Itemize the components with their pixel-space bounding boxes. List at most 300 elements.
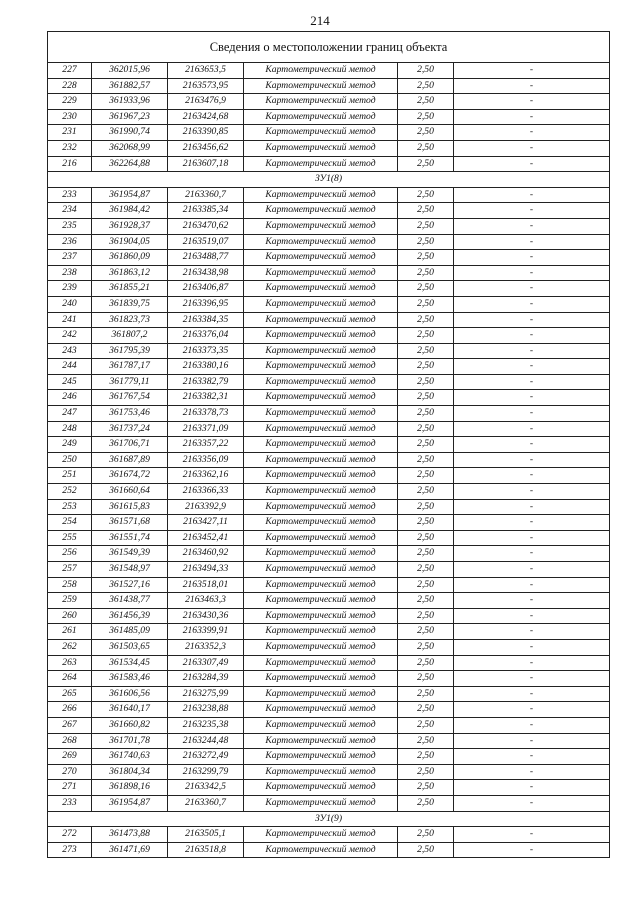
x-coordinate-cell: 361548,97: [92, 562, 168, 578]
description-cell: -: [454, 140, 610, 156]
y-coordinate-cell: 2163299,79: [168, 764, 244, 780]
method-cell: Картометрический метод: [244, 842, 398, 858]
method-cell: Картометрический метод: [244, 562, 398, 578]
table-row: [48, 203, 610, 219]
precision-cell: 2,50: [398, 468, 454, 484]
table-row: [48, 749, 610, 765]
x-coordinate-cell: 361527,16: [92, 577, 168, 593]
table-row: [48, 78, 610, 94]
method-cell: Картометрический метод: [244, 94, 398, 110]
method-cell: Картометрический метод: [244, 577, 398, 593]
precision-cell: 2,50: [398, 452, 454, 468]
table-row: [48, 827, 610, 843]
precision-cell: 2,50: [398, 515, 454, 531]
point-number-cell: 259: [48, 593, 92, 609]
table-row: [48, 593, 610, 609]
method-cell: Картометрический метод: [244, 546, 398, 562]
description-cell: -: [454, 577, 610, 593]
point-number-cell: 235: [48, 218, 92, 234]
x-coordinate-cell: 361660,64: [92, 484, 168, 500]
x-coordinate-cell: 361473,88: [92, 827, 168, 843]
precision-cell: 2,50: [398, 296, 454, 312]
table-row: [48, 234, 610, 250]
table-row: [48, 94, 610, 110]
point-number-cell: 251: [48, 468, 92, 484]
y-coordinate-cell: 2163488,77: [168, 250, 244, 266]
point-number-cell: 270: [48, 764, 92, 780]
y-coordinate-cell: 2163430,36: [168, 608, 244, 624]
x-coordinate-cell: 361904,05: [92, 234, 168, 250]
point-number-cell: 269: [48, 749, 92, 765]
y-coordinate-cell: 2163653,5: [168, 63, 244, 79]
point-number-cell: 254: [48, 515, 92, 531]
precision-cell: 2,50: [398, 234, 454, 250]
table-row: [48, 265, 610, 281]
point-number-cell: 260: [48, 608, 92, 624]
x-coordinate-cell: 361660,82: [92, 717, 168, 733]
table-row: [48, 187, 610, 203]
description-cell: -: [454, 639, 610, 655]
x-coordinate-cell: 362264,88: [92, 156, 168, 172]
table-row: [48, 156, 610, 172]
point-number-cell: 261: [48, 624, 92, 640]
y-coordinate-cell: 2163382,79: [168, 374, 244, 390]
table-row: [48, 296, 610, 312]
point-number-cell: 273: [48, 842, 92, 858]
table-row: [48, 795, 610, 811]
point-number-cell: 239: [48, 281, 92, 297]
method-cell: Картометрический метод: [244, 203, 398, 219]
table-row: [48, 359, 610, 375]
precision-cell: 2,50: [398, 655, 454, 671]
method-cell: Картометрический метод: [244, 109, 398, 125]
method-cell: Картометрический метод: [244, 156, 398, 172]
description-cell: -: [454, 125, 610, 141]
method-cell: Картометрический метод: [244, 484, 398, 500]
description-cell: -: [454, 234, 610, 250]
method-cell: Картометрический метод: [244, 374, 398, 390]
y-coordinate-cell: 2163505,1: [168, 827, 244, 843]
table-row: [48, 328, 610, 344]
method-cell: Картометрический метод: [244, 359, 398, 375]
y-coordinate-cell: 2163456,62: [168, 140, 244, 156]
y-coordinate-cell: 2163390,85: [168, 125, 244, 141]
precision-cell: 2,50: [398, 421, 454, 437]
precision-cell: 2,50: [398, 437, 454, 453]
point-number-cell: 245: [48, 374, 92, 390]
x-coordinate-cell: 361706,71: [92, 437, 168, 453]
method-cell: Картометрический метод: [244, 452, 398, 468]
precision-cell: 2,50: [398, 686, 454, 702]
y-coordinate-cell: 2163235,38: [168, 717, 244, 733]
table-row: [48, 608, 610, 624]
point-number-cell: 253: [48, 499, 92, 515]
description-cell: -: [454, 702, 610, 718]
description-cell: -: [454, 827, 610, 843]
table-row: [48, 390, 610, 406]
y-coordinate-cell: 2163607,18: [168, 156, 244, 172]
table-row: [48, 452, 610, 468]
method-cell: Картометрический метод: [244, 328, 398, 344]
table-row: [48, 546, 610, 562]
x-coordinate-cell: 361571,68: [92, 515, 168, 531]
table-title: Сведения о местоположении границ объекта: [48, 32, 610, 63]
description-cell: -: [454, 717, 610, 733]
description-cell: -: [454, 624, 610, 640]
method-cell: Картометрический метод: [244, 749, 398, 765]
method-cell: Картометрический метод: [244, 795, 398, 811]
point-number-cell: 250: [48, 452, 92, 468]
precision-cell: 2,50: [398, 265, 454, 281]
y-coordinate-cell: 2163470,62: [168, 218, 244, 234]
description-cell: -: [454, 593, 610, 609]
y-coordinate-cell: 2163519,07: [168, 234, 244, 250]
point-number-cell: 247: [48, 406, 92, 422]
y-coordinate-cell: 2163460,92: [168, 546, 244, 562]
point-number-cell: 249: [48, 437, 92, 453]
table-row: [48, 312, 610, 328]
method-cell: Картометрический метод: [244, 343, 398, 359]
description-cell: -: [454, 780, 610, 796]
x-coordinate-cell: 361787,17: [92, 359, 168, 375]
method-cell: Картометрический метод: [244, 406, 398, 422]
y-coordinate-cell: 2163494,33: [168, 562, 244, 578]
precision-cell: 2,50: [398, 203, 454, 219]
y-coordinate-cell: 2163438,98: [168, 265, 244, 281]
x-coordinate-cell: 361701,78: [92, 733, 168, 749]
x-coordinate-cell: 361954,87: [92, 187, 168, 203]
method-cell: Картометрический метод: [244, 655, 398, 671]
precision-cell: 2,50: [398, 593, 454, 609]
y-coordinate-cell: 2163573,95: [168, 78, 244, 94]
point-number-cell: 246: [48, 390, 92, 406]
method-cell: Картометрический метод: [244, 624, 398, 640]
x-coordinate-cell: 361551,74: [92, 530, 168, 546]
x-coordinate-cell: 361740,63: [92, 749, 168, 765]
description-cell: -: [454, 63, 610, 79]
precision-cell: 2,50: [398, 733, 454, 749]
x-coordinate-cell: 361967,23: [92, 109, 168, 125]
y-coordinate-cell: 2163342,5: [168, 780, 244, 796]
precision-cell: 2,50: [398, 312, 454, 328]
point-number-cell: 255: [48, 530, 92, 546]
x-coordinate-cell: 361737,24: [92, 421, 168, 437]
description-cell: -: [454, 281, 610, 297]
table-title-row: [48, 32, 610, 63]
y-coordinate-cell: 2163406,87: [168, 281, 244, 297]
x-coordinate-cell: 361990,74: [92, 125, 168, 141]
x-coordinate-cell: 361606,56: [92, 686, 168, 702]
precision-cell: 2,50: [398, 795, 454, 811]
method-cell: Картометрический метод: [244, 312, 398, 328]
boundary-coordinates-table: [47, 31, 610, 858]
precision-cell: 2,50: [398, 577, 454, 593]
point-number-cell: 230: [48, 109, 92, 125]
x-coordinate-cell: 361471,69: [92, 842, 168, 858]
description-cell: -: [454, 359, 610, 375]
x-coordinate-cell: 361615,83: [92, 499, 168, 515]
precision-cell: 2,50: [398, 187, 454, 203]
description-cell: -: [454, 343, 610, 359]
table-row: [48, 842, 610, 858]
x-coordinate-cell: 361807,2: [92, 328, 168, 344]
x-coordinate-cell: 361863,12: [92, 265, 168, 281]
description-cell: -: [454, 686, 610, 702]
point-number-cell: 252: [48, 484, 92, 500]
precision-cell: 2,50: [398, 281, 454, 297]
point-number-cell: 237: [48, 250, 92, 266]
precision-cell: 2,50: [398, 639, 454, 655]
description-cell: -: [454, 795, 610, 811]
method-cell: Картометрический метод: [244, 281, 398, 297]
y-coordinate-cell: 2163360,7: [168, 187, 244, 203]
description-cell: -: [454, 733, 610, 749]
table-row: [48, 530, 610, 546]
x-coordinate-cell: 361687,89: [92, 452, 168, 468]
method-cell: Картометрический метод: [244, 499, 398, 515]
table-row: [48, 125, 610, 141]
precision-cell: 2,50: [398, 749, 454, 765]
table-row: [48, 281, 610, 297]
x-coordinate-cell: 361882,57: [92, 78, 168, 94]
method-cell: Картометрический метод: [244, 265, 398, 281]
point-number-cell: 231: [48, 125, 92, 141]
precision-cell: 2,50: [398, 94, 454, 110]
description-cell: -: [454, 764, 610, 780]
precision-cell: 2,50: [398, 546, 454, 562]
y-coordinate-cell: 2163352,3: [168, 639, 244, 655]
method-cell: Картометрический метод: [244, 671, 398, 687]
x-coordinate-cell: 361503,65: [92, 639, 168, 655]
boundary-table-container: [47, 31, 609, 858]
description-cell: -: [454, 484, 610, 500]
point-number-cell: 257: [48, 562, 92, 578]
precision-cell: 2,50: [398, 156, 454, 172]
table-body: [48, 32, 610, 858]
method-cell: Картометрический метод: [244, 390, 398, 406]
point-number-cell: 266: [48, 702, 92, 718]
method-cell: Картометрический метод: [244, 437, 398, 453]
x-coordinate-cell: 361640,17: [92, 702, 168, 718]
point-number-cell: 236: [48, 234, 92, 250]
method-cell: Картометрический метод: [244, 639, 398, 655]
y-coordinate-cell: 2163238,88: [168, 702, 244, 718]
method-cell: Картометрический метод: [244, 717, 398, 733]
description-cell: -: [454, 608, 610, 624]
x-coordinate-cell: 361839,75: [92, 296, 168, 312]
table-row: [48, 639, 610, 655]
table-row: [48, 140, 610, 156]
y-coordinate-cell: 2163307,49: [168, 655, 244, 671]
x-coordinate-cell: 361984,42: [92, 203, 168, 219]
method-cell: Картометрический метод: [244, 63, 398, 79]
y-coordinate-cell: 2163378,73: [168, 406, 244, 422]
description-cell: -: [454, 374, 610, 390]
description-cell: -: [454, 265, 610, 281]
y-coordinate-cell: 2163356,09: [168, 452, 244, 468]
y-coordinate-cell: 2163272,49: [168, 749, 244, 765]
point-number-cell: 228: [48, 78, 92, 94]
y-coordinate-cell: 2163371,09: [168, 421, 244, 437]
table-row: [48, 499, 610, 515]
y-coordinate-cell: 2163376,04: [168, 328, 244, 344]
point-number-cell: 244: [48, 359, 92, 375]
x-coordinate-cell: 361933,96: [92, 94, 168, 110]
point-number-cell: 263: [48, 655, 92, 671]
description-cell: -: [454, 250, 610, 266]
table-row: [48, 109, 610, 125]
point-number-cell: 267: [48, 717, 92, 733]
point-number-cell: 241: [48, 312, 92, 328]
precision-cell: 2,50: [398, 562, 454, 578]
y-coordinate-cell: 2163366,33: [168, 484, 244, 500]
table-row: [48, 702, 610, 718]
section-label: ЗУ1(8): [48, 172, 610, 188]
y-coordinate-cell: 2163476,9: [168, 94, 244, 110]
method-cell: Картометрический метод: [244, 468, 398, 484]
precision-cell: 2,50: [398, 406, 454, 422]
y-coordinate-cell: 2163392,9: [168, 499, 244, 515]
precision-cell: 2,50: [398, 624, 454, 640]
y-coordinate-cell: 2163518,8: [168, 842, 244, 858]
y-coordinate-cell: 2163384,35: [168, 312, 244, 328]
method-cell: Картометрический метод: [244, 702, 398, 718]
point-number-cell: 248: [48, 421, 92, 437]
description-cell: -: [454, 218, 610, 234]
precision-cell: 2,50: [398, 140, 454, 156]
y-coordinate-cell: 2163362,16: [168, 468, 244, 484]
y-coordinate-cell: 2163463,3: [168, 593, 244, 609]
page-number: 214: [310, 13, 330, 28]
description-cell: -: [454, 671, 610, 687]
precision-cell: 2,50: [398, 764, 454, 780]
y-coordinate-cell: 2163275,99: [168, 686, 244, 702]
y-coordinate-cell: 2163424,68: [168, 109, 244, 125]
description-cell: -: [454, 530, 610, 546]
x-coordinate-cell: 362068,99: [92, 140, 168, 156]
x-coordinate-cell: 361928,37: [92, 218, 168, 234]
x-coordinate-cell: 361583,46: [92, 671, 168, 687]
description-cell: -: [454, 203, 610, 219]
method-cell: Картометрический метод: [244, 78, 398, 94]
y-coordinate-cell: 2163284,39: [168, 671, 244, 687]
description-cell: -: [454, 296, 610, 312]
x-coordinate-cell: 361753,46: [92, 406, 168, 422]
table-row: [48, 515, 610, 531]
method-cell: Картометрический метод: [244, 515, 398, 531]
description-cell: -: [454, 328, 610, 344]
description-cell: -: [454, 546, 610, 562]
description-cell: -: [454, 499, 610, 515]
precision-cell: 2,50: [398, 63, 454, 79]
table-row: [48, 577, 610, 593]
y-coordinate-cell: 2163360,7: [168, 795, 244, 811]
description-cell: -: [454, 562, 610, 578]
x-coordinate-cell: 361674,72: [92, 468, 168, 484]
table-row: [48, 437, 610, 453]
point-number-cell: 233: [48, 187, 92, 203]
precision-cell: 2,50: [398, 359, 454, 375]
precision-cell: 2,50: [398, 842, 454, 858]
description-cell: -: [454, 655, 610, 671]
method-cell: Картометрический метод: [244, 125, 398, 141]
y-coordinate-cell: 2163357,22: [168, 437, 244, 453]
table-row: [48, 671, 610, 687]
description-cell: -: [454, 187, 610, 203]
x-coordinate-cell: 361456,39: [92, 608, 168, 624]
precision-cell: 2,50: [398, 530, 454, 546]
table-row: [48, 406, 610, 422]
table-row: [48, 343, 610, 359]
method-cell: Картометрический метод: [244, 608, 398, 624]
precision-cell: 2,50: [398, 218, 454, 234]
x-coordinate-cell: 361795,39: [92, 343, 168, 359]
x-coordinate-cell: 361898,16: [92, 780, 168, 796]
description-cell: -: [454, 109, 610, 125]
table-row: [48, 374, 610, 390]
precision-cell: 2,50: [398, 343, 454, 359]
x-coordinate-cell: 361860,09: [92, 250, 168, 266]
method-cell: Картометрический метод: [244, 764, 398, 780]
table-row: [48, 484, 610, 500]
table-row: [48, 468, 610, 484]
description-cell: -: [454, 468, 610, 484]
method-cell: Картометрический метод: [244, 250, 398, 266]
y-coordinate-cell: 2163380,16: [168, 359, 244, 375]
y-coordinate-cell: 2163396,95: [168, 296, 244, 312]
method-cell: Картометрический метод: [244, 780, 398, 796]
y-coordinate-cell: 2163373,35: [168, 343, 244, 359]
point-number-cell: 272: [48, 827, 92, 843]
description-cell: -: [454, 312, 610, 328]
description-cell: -: [454, 749, 610, 765]
description-cell: -: [454, 452, 610, 468]
precision-cell: 2,50: [398, 827, 454, 843]
x-coordinate-cell: 361767,54: [92, 390, 168, 406]
table-row: [48, 624, 610, 640]
description-cell: -: [454, 156, 610, 172]
table-row: [48, 655, 610, 671]
description-cell: -: [454, 515, 610, 531]
point-number-cell: 229: [48, 94, 92, 110]
table-row: [48, 780, 610, 796]
point-number-cell: 268: [48, 733, 92, 749]
y-coordinate-cell: 2163452,41: [168, 530, 244, 546]
method-cell: Картометрический метод: [244, 234, 398, 250]
method-cell: Картометрический метод: [244, 140, 398, 156]
y-coordinate-cell: 2163427,11: [168, 515, 244, 531]
table-row: [48, 250, 610, 266]
point-number-cell: 258: [48, 577, 92, 593]
description-cell: -: [454, 437, 610, 453]
description-cell: -: [454, 78, 610, 94]
point-number-cell: 240: [48, 296, 92, 312]
table-row: [48, 717, 610, 733]
y-coordinate-cell: 2163385,34: [168, 203, 244, 219]
x-coordinate-cell: 361549,39: [92, 546, 168, 562]
point-number-cell: 271: [48, 780, 92, 796]
method-cell: Картометрический метод: [244, 686, 398, 702]
precision-cell: 2,50: [398, 78, 454, 94]
point-number-cell: 243: [48, 343, 92, 359]
precision-cell: 2,50: [398, 717, 454, 733]
table-row: [48, 218, 610, 234]
y-coordinate-cell: 2163518,01: [168, 577, 244, 593]
method-cell: Картометрический метод: [244, 593, 398, 609]
x-coordinate-cell: 361485,09: [92, 624, 168, 640]
precision-cell: 2,50: [398, 390, 454, 406]
y-coordinate-cell: 2163399,91: [168, 624, 244, 640]
